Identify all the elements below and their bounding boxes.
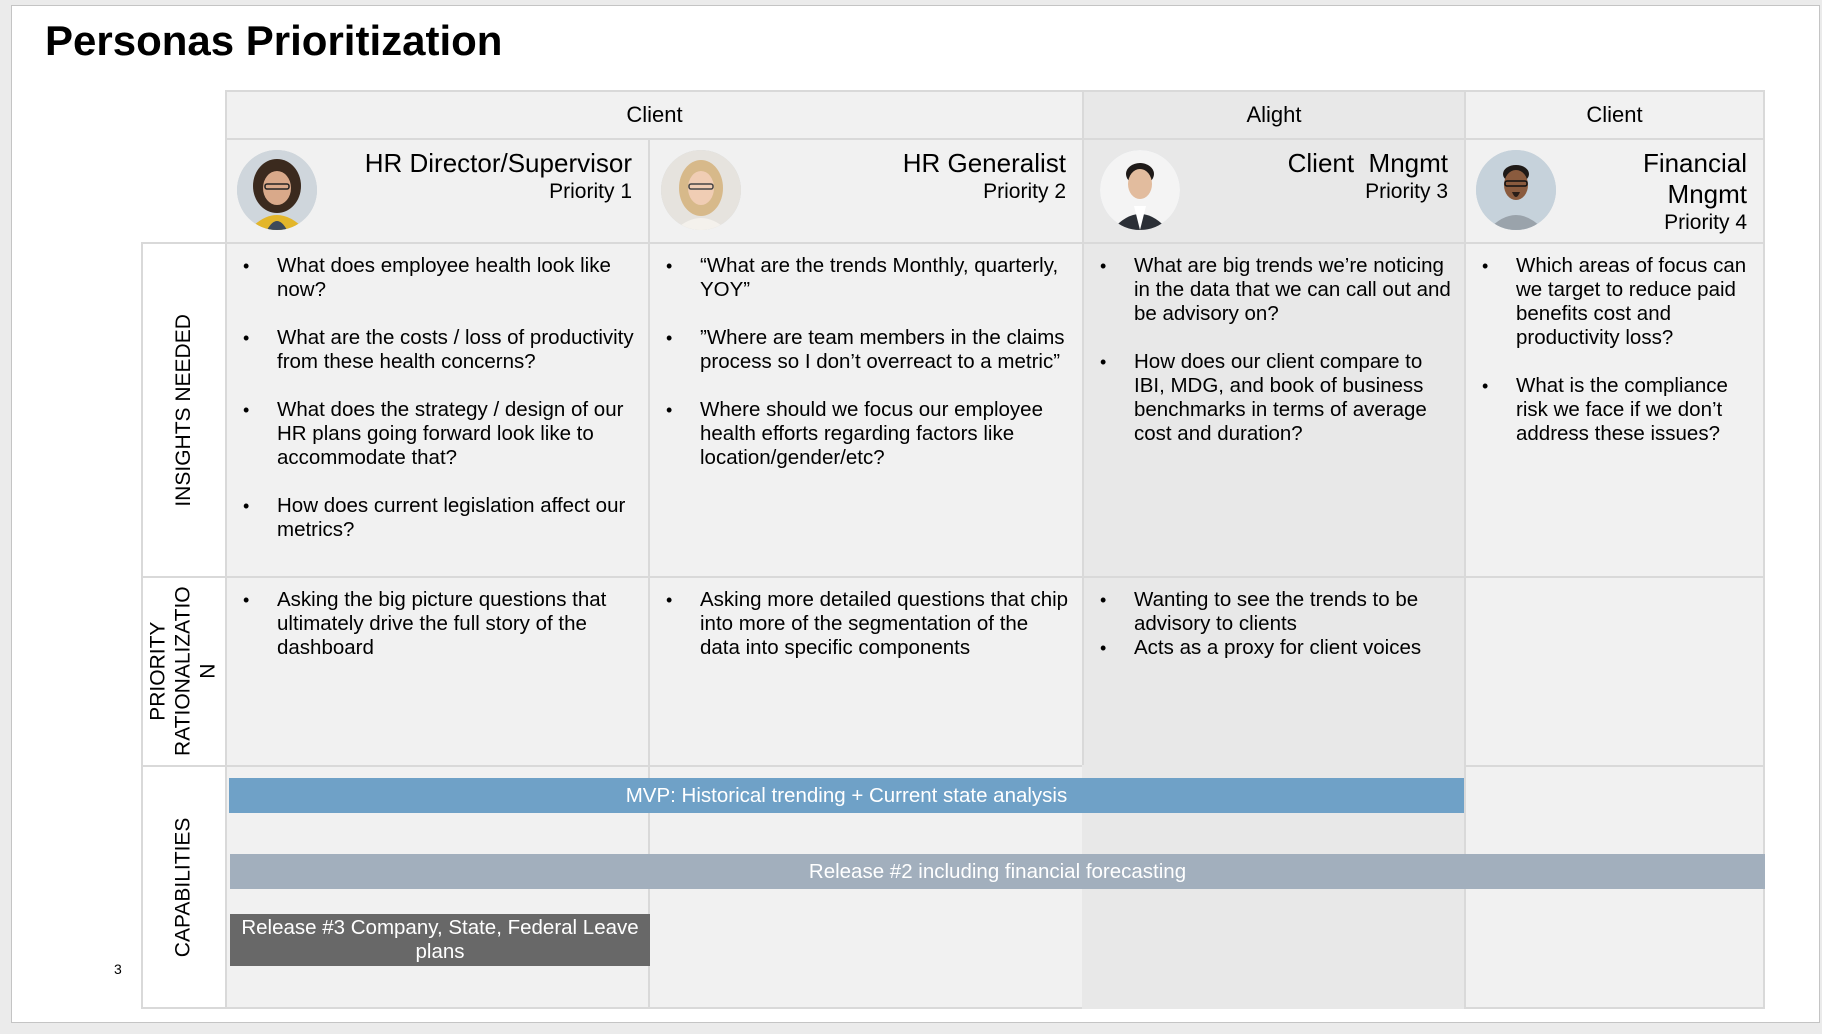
slide-title: Personas Prioritization: [45, 17, 503, 64]
insights-list: [650, 244, 1082, 470]
persona-name: HR Director/Supervisor: [364, 148, 632, 178]
group-label: Alight: [1246, 102, 1302, 127]
list-item: • What does employee health look like now?: [241, 254, 636, 302]
insights-list: [227, 244, 648, 542]
persona-name: HR Generalist: [902, 148, 1066, 178]
group-label: Client: [626, 102, 683, 127]
list-item: • How does our client compare to IBI, MDG, and book of business benchmarks in terms of average cost and duration?: [1098, 350, 1452, 446]
persona-card-hr-generalist: [648, 138, 1084, 244]
list-item: • Wanting to see the trends to be advisory to clients: [1098, 588, 1452, 636]
persona-card-client-mngmt: [1082, 138, 1466, 244]
list-item: • Acts as a proxy for client voices: [1098, 636, 1452, 660]
row-label-insights: [141, 242, 227, 578]
man-glasses-avatar-icon: [1476, 150, 1556, 230]
list-item: • “What are the trends Monthly, quarterly, YOY”: [664, 254, 1070, 302]
persona-name: Financial: [1642, 148, 1747, 178]
mvp-capability-bar: MVP: Historical trending + Current state analysis: [229, 778, 1464, 813]
row-label-text: [147, 587, 221, 757]
list-item: • Which areas of focus can we target to reduce paid benefits cost and productivity loss?: [1480, 254, 1751, 350]
rationalization-cell-client-mngmt: [1082, 576, 1466, 767]
row-label-line: N: [196, 663, 220, 680]
rationalization-cell-hr-generalist: [648, 576, 1084, 767]
persona-name-block: [1288, 148, 1448, 204]
page-number: 3: [114, 961, 122, 977]
row-label-capabilities: [141, 765, 227, 1009]
list-item: • How does current legislation affect our metrics?: [241, 494, 636, 542]
list-item: • Asking the big picture questions that ultimately drive the full story of the dashboard: [241, 588, 636, 660]
row-label-rationalization: [141, 576, 227, 767]
release-2-capability-bar: Release #2 including financial forecasting: [230, 854, 1765, 889]
woman-curly-hair-avatar-icon: [237, 150, 317, 230]
list-item: • What are big trends we’re noticing in the data that we can call out and be advisory on?: [1098, 254, 1452, 326]
list-item: • What are the costs / loss of productivity from these health concerns?: [241, 326, 636, 374]
insights-list: [1466, 244, 1763, 446]
persona-card-hr-director: [225, 138, 650, 244]
persona-priority: Priority 3: [1365, 180, 1448, 204]
man-suit-avatar-icon: [1100, 150, 1180, 230]
rationalization-cell-hr-director: [225, 576, 650, 767]
persona-name-block: [903, 148, 1066, 204]
persona-priority: Priority 4: [1664, 211, 1747, 235]
insights-cell-hr-generalist: [648, 242, 1084, 578]
rationalization-list: [650, 578, 1082, 660]
row-label-line: RATIONALIZATIO: [171, 586, 195, 757]
group-header-client-2: [1464, 90, 1765, 140]
rationalization-cell-financial-mngmt: [1464, 576, 1765, 767]
persona-name-block: [365, 148, 632, 204]
persona-name-line2: Mngmt: [1667, 179, 1747, 210]
list-item: • Where should we focus our employee health efforts regarding factors like location/gender/etc?: [664, 398, 1070, 470]
insights-cell-client-mngmt: [1082, 242, 1466, 578]
list-item: • ”Where are team members in the claims process so I don’t overreact to a metric”: [664, 326, 1070, 374]
persona-name-block: [1643, 148, 1747, 236]
group-label: Client: [1586, 102, 1643, 127]
insights-cell-financial-mngmt: [1464, 242, 1765, 578]
list-item: • Asking more detailed questions that chip into more of the segmentation of the data into specific components: [664, 588, 1070, 660]
group-header-client-1: [225, 90, 1084, 140]
insights-list: [1084, 244, 1464, 446]
row-label-line: PRIORITY: [146, 621, 170, 722]
row-label-text: CAPABILITIES: [171, 817, 195, 957]
insights-cell-hr-director: [225, 242, 650, 578]
rationalization-list: [227, 578, 648, 660]
persona-priority: Priority 1: [549, 180, 632, 204]
slide: [11, 5, 1820, 1023]
persona-priority: Priority 2: [983, 180, 1066, 204]
group-header-alight: [1082, 90, 1466, 140]
rationalization-list: [1084, 578, 1464, 660]
persona-name: Client Mngmt: [1287, 148, 1448, 178]
persona-card-financial-mngmt: [1464, 138, 1765, 244]
list-item: • What does the strategy / design of our HR plans going forward look like to accommodate that?: [241, 398, 636, 470]
list-item: • What is the compliance risk we face if we don’t address these issues?: [1480, 374, 1751, 446]
release-3-capability-bar: Release #3 Company, State, Federal Leave plans: [230, 914, 650, 966]
row-label-text: INSIGHTS NEEDED: [171, 313, 195, 507]
woman-blonde-avatar-icon: [661, 150, 741, 230]
